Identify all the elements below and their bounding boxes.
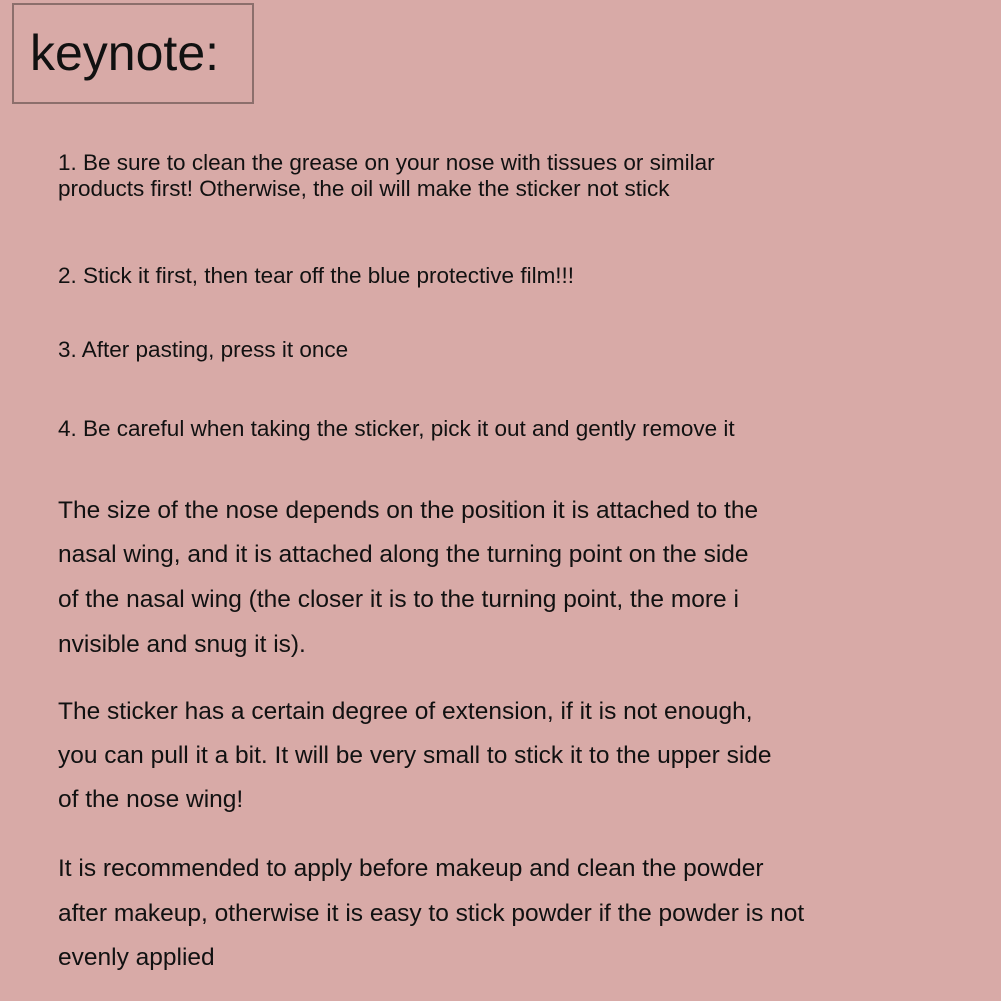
note-1-line-1: 1. Be sure to clean the grease on your nose with tissues or similar <box>58 150 715 175</box>
page-title: keynote: <box>30 25 220 81</box>
paragraph-2-line-2: you can pull it a bit. It will be very small to stick it to the upper side <box>58 742 772 769</box>
note-1-line-2: products first! Otherwise, the oil will make the sticker not stick <box>58 176 670 201</box>
paragraph-1-line-3: of the nasal wing (the closer it is to the turning point, the more i <box>58 586 739 613</box>
paragraph-2-line-3: of the nose wing! <box>58 786 244 813</box>
paragraph-2-line-1: The sticker has a certain degree of extension, if it is not enough, <box>58 698 753 725</box>
paragraph-3-line-3: evenly applied <box>58 944 215 971</box>
paragraph-1-line-1: The size of the nose depends on the position it is attached to the <box>58 497 759 524</box>
paragraph-3-line-1: It is recommended to apply before makeup and clean the powder <box>58 855 764 882</box>
note-3-line-1: 3. After pasting, press it once <box>58 337 349 362</box>
paragraph-1-line-4: nvisible and snug it is). <box>58 631 306 658</box>
note-4-line-1: 4. Be careful when taking the sticker, pick it out and gently remove it <box>58 416 735 441</box>
title-box <box>12 3 254 104</box>
note-2-line-1: 2. Stick it first, then tear off the blue protective film!!! <box>58 263 575 288</box>
paragraph-1-line-2: nasal wing, and it is attached along the turning point on the side <box>58 541 749 568</box>
paragraph-3-line-2: after makeup, otherwise it is easy to stick powder if the powder is not <box>58 900 805 927</box>
